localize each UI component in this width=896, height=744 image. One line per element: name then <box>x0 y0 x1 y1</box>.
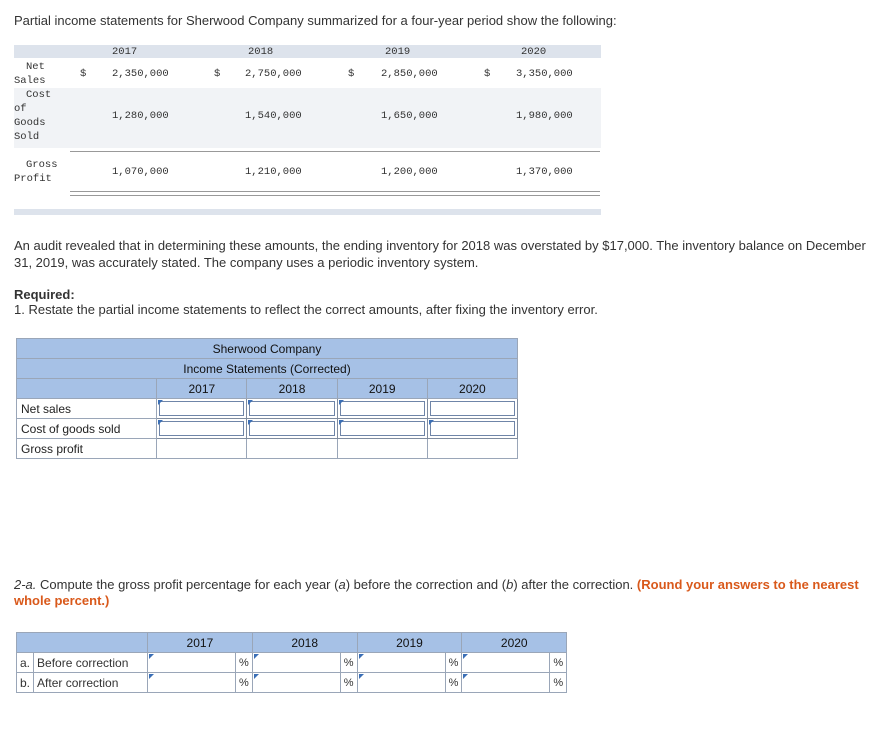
pct-sign: % <box>340 653 357 673</box>
row-letter-a: a. <box>17 653 34 673</box>
round-note: (Round your answers to the nearest whole percent.) <box>14 577 859 608</box>
q2-text-a: Compute the gross profit percentage for each year ( <box>36 577 339 592</box>
input-marker-icon <box>254 654 259 659</box>
input-box <box>340 421 425 436</box>
cogs-2018-input[interactable] <box>247 419 337 439</box>
after-2017-input[interactable] <box>148 673 236 693</box>
col-2017: 2017 <box>157 379 247 399</box>
label-goods: Goods <box>14 117 46 129</box>
cogs-2017: 1,280,000 <box>112 110 169 122</box>
net-sales-2020: 3,350,000 <box>516 68 573 80</box>
input-marker-icon <box>149 674 154 679</box>
before-2018-input[interactable] <box>252 653 340 673</box>
net-sales-2019-input[interactable] <box>337 399 427 419</box>
gross-profit-2018-cell <box>247 439 337 459</box>
gross-profit-2020-cell <box>427 439 517 459</box>
gross-profit-2019-cell <box>337 439 427 459</box>
gross-profit-2017: 1,070,000 <box>112 166 169 178</box>
input-marker-icon <box>339 420 344 425</box>
cogs-2019-input[interactable] <box>337 419 427 439</box>
input-box <box>340 401 425 416</box>
corner-cell <box>17 379 157 399</box>
input-marker-icon <box>429 420 434 425</box>
total-rule-2 <box>70 195 600 196</box>
input-marker-icon <box>463 654 468 659</box>
partial-year-2018: 2018 <box>248 46 274 58</box>
label-of: of <box>14 103 27 115</box>
partial-year-2020: 2020 <box>521 46 547 58</box>
net-sales-2019: 2,850,000 <box>381 68 438 80</box>
currency-2017: $ <box>80 68 87 80</box>
label-net: Net <box>26 61 45 73</box>
input-box <box>249 421 334 436</box>
question-2a <box>14 577 864 609</box>
net-sales-2018: 2,750,000 <box>245 68 302 80</box>
gross-profit-2018: 1,210,000 <box>245 166 302 178</box>
gross-profit-2019: 1,200,000 <box>381 166 438 178</box>
before-2020-input[interactable] <box>462 653 550 673</box>
before-2019-input[interactable] <box>357 653 445 673</box>
pct-sign: % <box>236 673 253 693</box>
pct-col-2018: 2018 <box>252 633 357 653</box>
after-2019-input[interactable] <box>357 673 445 693</box>
input-box <box>430 401 515 416</box>
col-2019: 2019 <box>337 379 427 399</box>
pct-col-2019: 2019 <box>357 633 462 653</box>
col-2020: 2020 <box>427 379 517 399</box>
input-marker-icon <box>254 674 259 679</box>
net-sales-2017: 2,350,000 <box>112 68 169 80</box>
net-sales-2018-input[interactable] <box>247 399 337 419</box>
q2-text-b: ) before the correction and ( <box>345 577 507 592</box>
pct-sign: % <box>445 653 462 673</box>
pct-sign: % <box>550 673 567 693</box>
currency-2020: $ <box>484 68 491 80</box>
cogs-2020-input[interactable] <box>427 419 517 439</box>
input-marker-icon <box>158 400 163 405</box>
q2-prefix: 2-a. <box>14 577 37 592</box>
pct-sign: % <box>340 673 357 693</box>
input-marker-icon <box>463 674 468 679</box>
net-sales-2017-input[interactable] <box>157 399 247 419</box>
input-marker-icon <box>158 420 163 425</box>
label-sold: Sold <box>14 131 40 143</box>
pct-sign: % <box>445 673 462 693</box>
row-label-cogs: Cost of goods sold <box>17 419 157 439</box>
currency-2018: $ <box>214 68 221 80</box>
partial-bottom-band <box>14 209 601 215</box>
company-name: Sherwood Company <box>17 339 518 359</box>
input-marker-icon <box>359 674 364 679</box>
cogs-row-band <box>14 88 601 148</box>
row-label-after: After correction <box>34 673 148 693</box>
cogs-2018: 1,540,000 <box>245 110 302 122</box>
row-label-before: Before correction <box>34 653 148 673</box>
input-box <box>430 421 515 436</box>
gross-profit-2020: 1,370,000 <box>516 166 573 178</box>
label-gross: Gross <box>26 159 58 171</box>
label-cost: Cost <box>26 89 52 101</box>
input-marker-icon <box>149 654 154 659</box>
pct-sign: % <box>236 653 253 673</box>
gross-profit-pct-table <box>16 632 567 693</box>
label-sales: Sales <box>14 75 46 87</box>
total-rule-1 <box>70 191 600 192</box>
cogs-2017-input[interactable] <box>157 419 247 439</box>
required-heading: Required: <box>14 287 75 302</box>
partial-year-2017: 2017 <box>112 46 138 58</box>
q2-text-c: ) after the correction. <box>513 577 637 592</box>
input-marker-icon <box>248 420 253 425</box>
input-box <box>159 421 244 436</box>
pct-col-2017: 2017 <box>148 633 253 653</box>
row-letter-b: b. <box>17 673 34 693</box>
intro-text: Partial income statements for Sherwood Company summarized for a four-year period show the following: <box>14 13 617 28</box>
subtotal-rule <box>70 151 600 152</box>
input-box <box>249 401 334 416</box>
currency-2019: $ <box>348 68 355 80</box>
pct-col-2020: 2020 <box>462 633 567 653</box>
question-1: 1. Restate the partial income statements to reflect the correct amounts, after fixing the inventory error. <box>14 302 598 317</box>
pct-sign: % <box>550 653 567 673</box>
statement-subtitle: Income Statements (Corrected) <box>17 359 518 379</box>
after-2018-input[interactable] <box>252 673 340 693</box>
net-sales-2020-input[interactable] <box>427 399 517 419</box>
q2-letter-b: b <box>506 577 514 592</box>
pct-corner <box>17 633 148 653</box>
gross-profit-2017-cell <box>157 439 247 459</box>
cogs-2019: 1,650,000 <box>381 110 438 122</box>
audit-paragraph: An audit revealed that in determining these amounts, the ending inventory for 2018 was overstated by $17,000. The inventory balance on December 31, 2019, was accurately stated. The company uses a periodic inventory system. <box>14 238 866 270</box>
partial-year-2019: 2019 <box>385 46 411 58</box>
q2-letter-a: a <box>338 577 346 592</box>
input-marker-icon <box>339 400 344 405</box>
input-box <box>159 401 244 416</box>
label-profit: Profit <box>14 173 52 185</box>
corrected-income-table <box>16 338 518 459</box>
partial-header-band <box>14 45 601 58</box>
row-label-gross-profit: Gross profit <box>17 439 157 459</box>
col-2018: 2018 <box>247 379 337 399</box>
cogs-2020: 1,980,000 <box>516 110 573 122</box>
input-marker-icon <box>359 654 364 659</box>
row-label-net-sales: Net sales <box>17 399 157 419</box>
before-2017-input[interactable] <box>148 653 236 673</box>
input-marker-icon <box>248 400 253 405</box>
after-2020-input[interactable] <box>462 673 550 693</box>
